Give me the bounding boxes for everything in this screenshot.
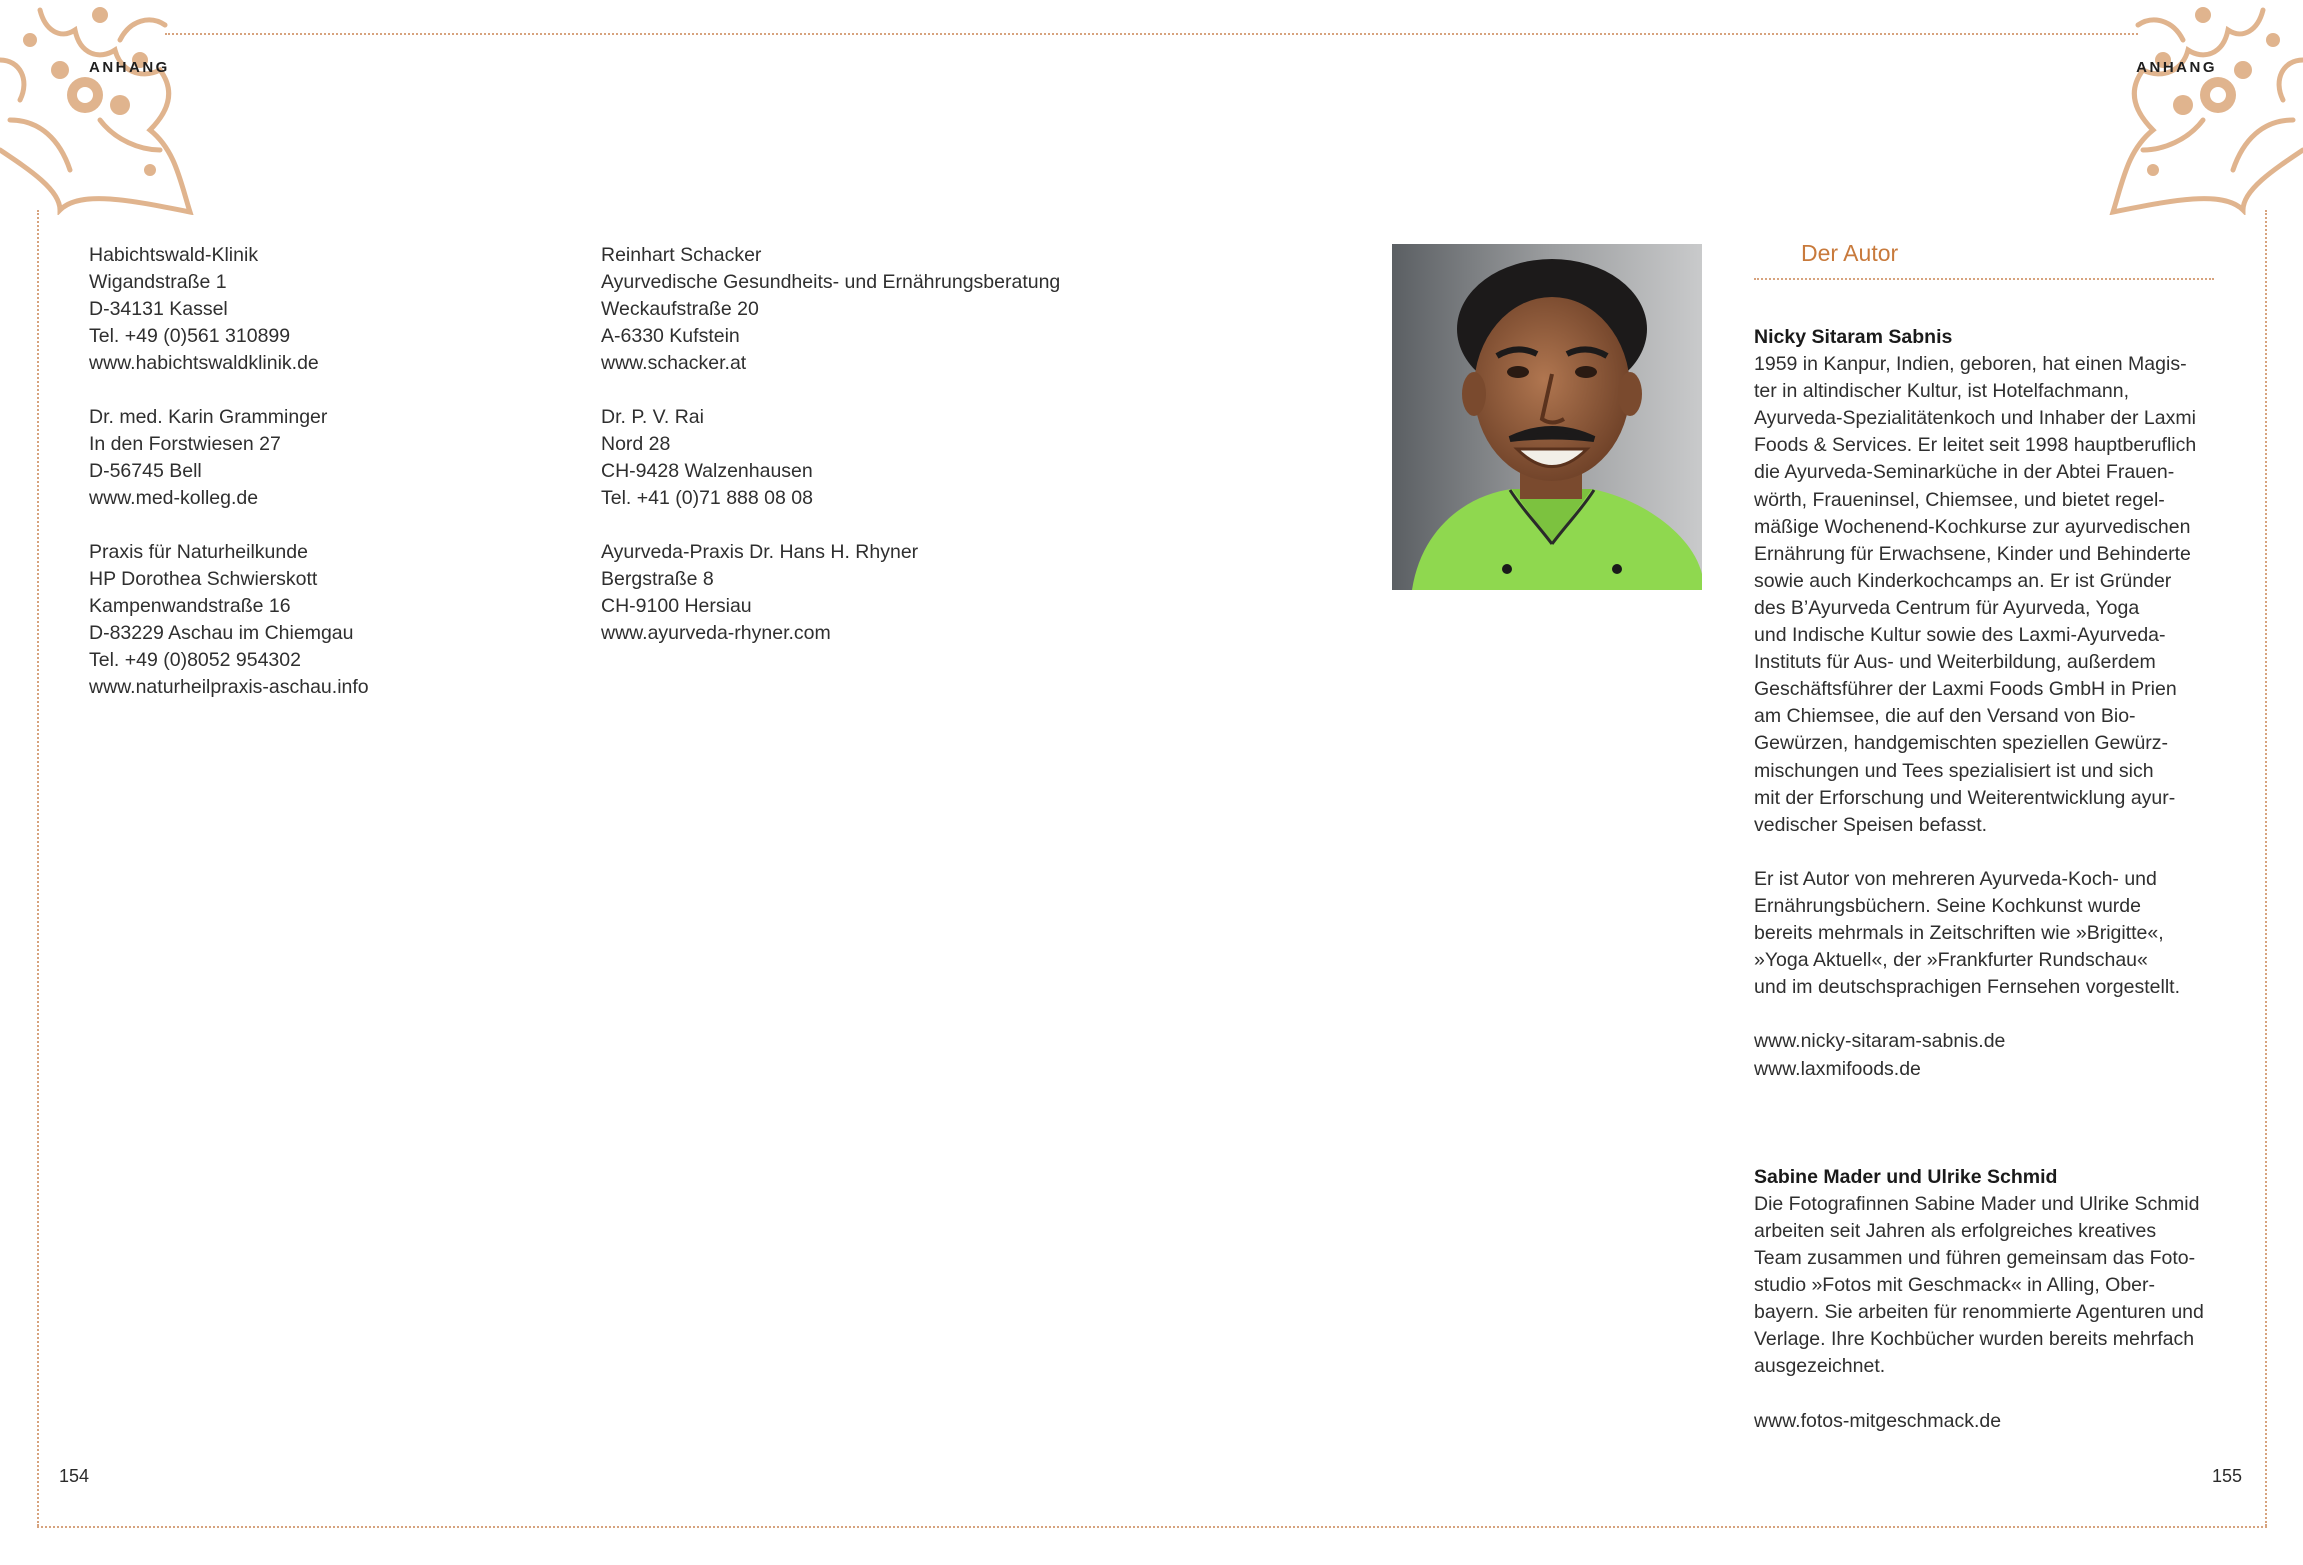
address-link: www.habichtswaldklinik.de [89,352,319,374]
author-bio-line: Ayurveda-Spezialitätenkoch und Inhaber der Laxmi [1754,407,2196,430]
address-line: Tel. +49 (0)8052 954302 [89,649,301,671]
address-line: A-6330 Kufstein [601,325,740,347]
author-photo [1392,244,1702,590]
address-link: www.ayurveda-rhyner.com [601,622,831,644]
author-section [1754,238,2224,280]
author-bio2-line: bereits mehrmals in Zeitschriften wie »Brigitte«, [1754,922,2164,945]
photographers-bio-line: Die Fotografinnen Sabine Mader und Ulrike Schmid [1754,1192,2200,1215]
address-block [601,539,1121,647]
paragraph-gap [1754,1380,2224,1407]
photographers-bio-line: studio »Fotos mit Geschmack« in Alling, Ober- [1754,1274,2155,1297]
author-bio-line: Instituts für Aus- und Weiterbildung, außerdem [1754,651,2156,674]
address-line: Bergstraße 8 [601,568,714,590]
section-label-right: ANHANG [2136,59,2217,76]
section-gap [1754,1083,2224,1137]
author-portrait-image [1392,244,1702,590]
address-line: Nord 28 [601,433,671,455]
author-bio-line: mäßige Wochenend-Kochkurse zur ayurvedischen [1754,515,2191,538]
paragraph-gap [1754,839,2224,866]
section-gap [1754,1137,2224,1164]
address-line: D-83229 Aschau im Chiemgau [89,622,354,644]
address-line: HP Dorothea Schwierskott [89,568,318,590]
author-bio2-line: »Yoga Aktuell«, der »Frankfurter Rundschau« [1754,949,2148,972]
author-website-link: www.nicky-sitaram-sabnis.de [1754,1030,2006,1053]
author-bio-line: mischungen und Tees spezialisiert ist und sich [1754,759,2154,782]
author-bio2-line: Er ist Autor von mehreren Ayurveda-Koch- und [1754,867,2157,890]
address-link: www.schacker.at [601,352,747,374]
author-bio2-line: und im deutschsprachigen Fernsehen vorgestellt. [1754,976,2180,999]
author-heading-rule [1754,278,2214,280]
author-website-link: www.laxmifoods.de [1754,1057,1921,1080]
author-bio-line: sowie auch Kinderkochcamps an. Er ist Gründer [1754,569,2172,592]
address-line: Dr. med. Karin Gramminger [89,406,328,428]
author-bio-line: vedischer Speisen befasst. [1754,813,1988,836]
photographers-bio-line: bayern. Sie arbeiten für renommierte Agenturen und [1754,1301,2204,1324]
address-line: Reinhart Schacker [601,244,762,266]
author-text [1754,324,2224,1435]
photographers-bio-line: Verlage. Ihre Kochbücher wurden bereits mehrfach [1754,1328,2195,1351]
author-bio-line: 1959 in Kanpur, Indien, geboren, hat einen Magis- [1754,353,2187,376]
author-bio-line: Geschäftsführer der Laxmi Foods GmbH in Prien [1754,678,2177,701]
address-line: D-56745 Bell [89,460,202,482]
address-link: www.naturheilpraxis-aschau.info [89,676,369,698]
address-line: Praxis für Naturheilkunde [89,541,308,563]
author-bio-line: die Ayurveda-Seminarküche in der Abtei Frauen- [1754,461,2175,484]
frame-left-border [37,210,39,1526]
frame-right-border [2265,210,2267,1526]
address-line: Ayurveda-Praxis Dr. Hans H. Rhyner [601,541,919,563]
author-bio-line: wörth, Fraueninsel, Chiemsee, und bietet regel- [1754,488,2165,511]
corner-ornament-right [2103,0,2303,215]
address-line: Tel. +41 (0)71 888 08 08 [601,487,813,509]
address-column-left [89,242,509,728]
photographers-name: Sabine Mader und Ulrike Schmid [1754,1165,2058,1188]
address-block [89,404,509,512]
paragraph-gap [1754,1001,2224,1028]
address-line: Wigandstraße 1 [89,271,227,293]
address-line: Ayurvedische Gesundheits- und Ernährungsberatung [601,271,1061,293]
address-block [601,404,1121,512]
author-bio-line: Foods & Services. Er leitet seit 1998 hauptberuflich [1754,434,2197,457]
author-bio-line: mit der Erforschung und Weiterentwicklung ayur- [1754,786,2176,809]
address-line: Habichtswald-Klinik [89,244,259,266]
corner-ornament-left [0,0,200,215]
address-line: Dr. P. V. Rai [601,406,704,428]
frame-bottom-border [37,1526,2267,1528]
author-name: Nicky Sitaram Sabnis [1754,326,1953,348]
photographers-bio-line: arbeiten seit Jahren als erfolgreiches kreatives [1754,1219,2157,1242]
address-line: D-34131 Kassel [89,298,228,320]
address-block [601,242,1121,377]
author-bio2-line: Ernährungsbüchern. Seine Kochkunst wurde [1754,894,2141,917]
address-line: CH-9100 Hersiau [601,595,752,617]
address-line: Tel. +49 (0)561 310899 [89,325,291,347]
address-block [89,242,509,377]
author-bio-line: des B’Ayurveda Centrum für Ayurveda, Yoga [1754,596,2140,619]
author-heading: Der Autor [1801,240,1899,266]
address-column-right [601,242,1121,674]
author-bio-line: Ernährung für Erwachsene, Kinder und Behinderte [1754,542,2191,565]
page-number-right: 155 [2211,1466,2242,1486]
address-line: Weckaufstraße 20 [601,298,759,320]
page-number-left: 154 [59,1466,90,1486]
photographers-bio-line: Team zusammen und führen gemeinsam das Foto- [1754,1247,2196,1269]
author-bio-line: am Chiemsee, die auf den Versand von Bio- [1754,705,2136,728]
address-line: In den Forstwiesen 27 [89,433,281,455]
author-bio-line: Gewürzen, handgemischten speziellen Gewürz- [1754,732,2169,755]
address-link: www.med-kolleg.de [89,487,259,509]
address-block [89,539,509,701]
author-bio-line: ter in altindischer Kultur, ist Hotelfachmann, [1754,380,2130,403]
section-label-left: ANHANG [89,59,170,76]
photographers-website-link: www.fotos-mitgeschmack.de [1754,1409,2002,1432]
author-bio-line: und Indische Kultur sowie des Laxmi-Ayurveda- [1754,624,2166,647]
address-line: CH-9428 Walzenhausen [601,460,813,482]
frame-top-border [165,33,2138,35]
photographers-bio-line: ausgezeichnet. [1754,1355,1886,1378]
address-line: Kampenwandstraße 16 [89,595,291,617]
